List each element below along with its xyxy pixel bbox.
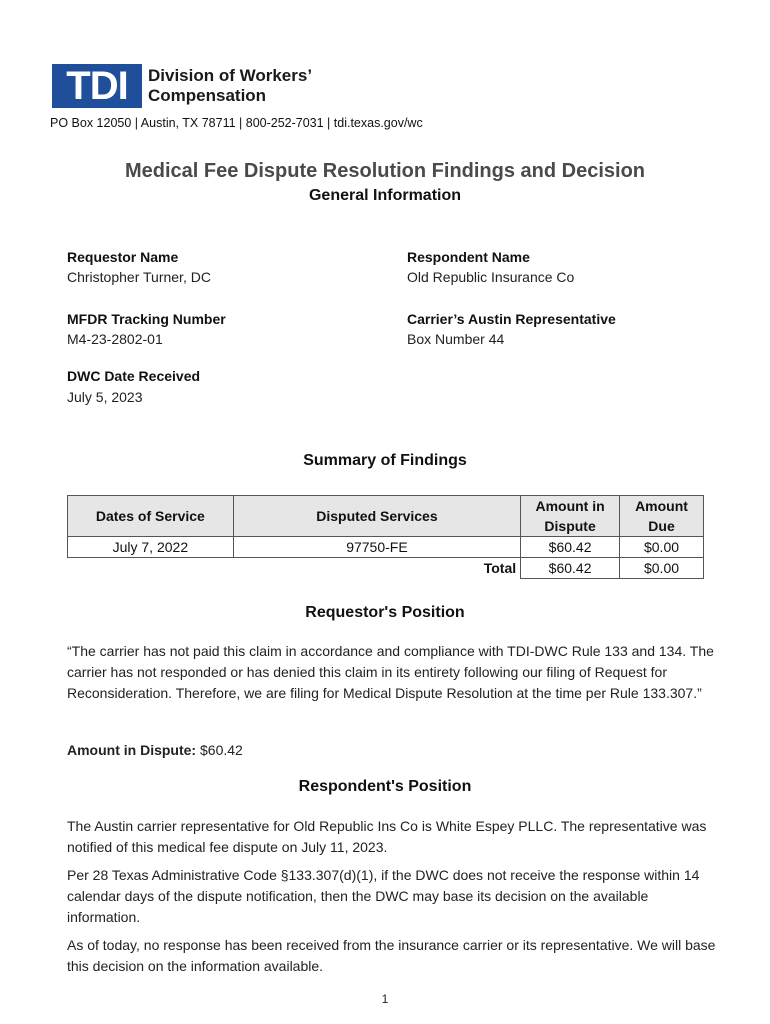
respondent-paragraph-2: Per 28 Texas Administrative Code §133.307(d)(1), if the DWC does not receive the response within 14 calendar days of the dispute notification, then the DWC may base its decision on the available information.	[67, 867, 700, 925]
requestor-position-quote: “The carrier has not paid this claim in accordance and compliance with TDI-DWC Rule 133 and 134. The carrier has not responded or has denied this claim in its entirety following our filing of Request for Reconsideration. Therefore, we are filing for Medical Dispute Resolution at the time per Rule 133.307.”	[67, 643, 714, 701]
column-header: Dates of Service	[68, 496, 234, 537]
requestor-name-value: Christopher Turner, DC	[67, 269, 211, 285]
table-cell: $0.00	[620, 537, 704, 558]
respondent-name-label: Respondent Name	[407, 249, 530, 265]
column-header: Amount Due	[620, 496, 704, 537]
document-title: Medical Fee Dispute Resolution Findings and Decision	[124, 160, 646, 182]
requestor-name-label: Requestor Name	[67, 249, 179, 265]
blank-cell	[68, 558, 234, 579]
total-dispute: $60.42	[521, 558, 620, 579]
respondent-name-value: Old Republic Insurance Co	[407, 269, 575, 285]
total-row	[68, 558, 704, 579]
date-received-label: DWC Date Received	[67, 368, 201, 384]
table-cell: July 7, 2022	[68, 537, 234, 558]
requestor-position-heading: Requestor's Position	[305, 604, 465, 621]
respondent-paragraph-3: As of today, no response has been received from the insurance carrier or its representative. We will base this decision on the information available.	[67, 937, 716, 974]
carrier-representative-value: Box Number 44	[407, 331, 505, 347]
tdi-logo: TDI	[52, 64, 142, 108]
amount-in-dispute-value: $60.42	[200, 742, 243, 758]
column-header: Amount in Dispute	[521, 496, 620, 537]
summary-of-findings-heading: Summary of Findings	[303, 452, 467, 469]
amount-in-dispute-line	[67, 740, 717, 761]
table-header-row	[68, 496, 704, 537]
carrier-representative-label: Carrier’s Austin Representative	[407, 311, 616, 327]
findings-table	[67, 495, 704, 579]
division-name-line2: Compensation	[148, 86, 267, 105]
table-cell: 97750-FE	[233, 537, 520, 558]
respondent-position-heading: Respondent's Position	[298, 778, 472, 795]
contact-address: PO Box 12050 | Austin, TX 78711 | 800-252-7031 | tdi.texas.gov/wc	[50, 116, 423, 130]
table-cell: $60.42	[521, 537, 620, 558]
total-label: Total	[483, 560, 517, 577]
tracking-number-label: MFDR Tracking Number	[67, 311, 226, 327]
general-information-heading: General Information	[308, 187, 462, 204]
column-header: Disputed Services	[233, 496, 520, 537]
page-number: 1	[381, 992, 389, 1006]
date-received-value: July 5, 2023	[67, 389, 143, 405]
total-due: $0.00	[620, 558, 704, 579]
tracking-number-value: M4-23-2802-01	[67, 331, 163, 347]
table-row	[68, 537, 704, 558]
respondent-paragraph-1: The Austin carrier representative for Old Republic Ins Co is White Espey PLLC. The representative was notified of this medical fee dispute on July 11, 2023.	[67, 818, 707, 855]
amount-in-dispute-label: Amount in Dispute:	[67, 742, 197, 758]
division-name-line1: Division of Workers’	[148, 66, 313, 85]
